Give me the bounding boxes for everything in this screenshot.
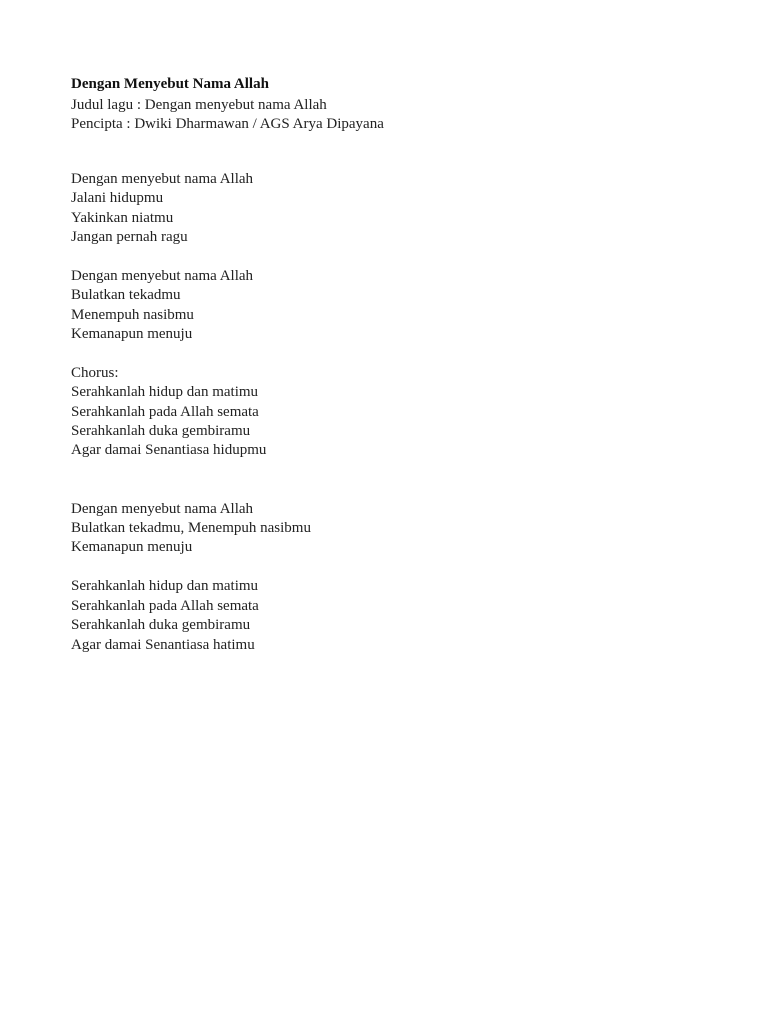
lyric-line: Agar damai Senantiasa hatimu — [71, 636, 255, 653]
chorus-label: Chorus: — [71, 364, 119, 381]
lyric-line: Serahkanlah hidup dan matimu — [71, 578, 259, 595]
lyric-line: Serahkanlah duka gembiramu — [71, 617, 251, 634]
stanza-4 — [71, 577, 711, 655]
lyric-line: Dengan menyebut nama Allah — [71, 267, 254, 284]
lyric-line: Menempuh nasibmu — [71, 306, 194, 323]
spacer — [71, 344, 711, 363]
lyric-line: Bulatkan tekadmu — [71, 287, 181, 304]
spacer — [71, 247, 711, 266]
song-metadata — [71, 96, 711, 135]
lyric-line: Dengan menyebut nama Allah — [71, 500, 254, 517]
lyric-line: Bulatkan tekadmu, Menempuh nasibmu — [71, 520, 311, 537]
lyric-line: Serahkanlah hidup dan matimu — [71, 384, 259, 401]
lyric-line: Jangan pernah ragu — [71, 229, 188, 246]
lyric-line: Dengan menyebut nama Allah — [71, 170, 254, 187]
lyric-line: Yakinkan niatmu — [71, 209, 174, 226]
spacer — [71, 135, 711, 170]
spacer — [71, 461, 711, 500]
lyric-line: Kemanapun menuju — [71, 326, 193, 343]
lyric-line: Kemanapun menuju — [71, 539, 193, 556]
song-title-line: Judul lagu : Dengan menyebut nama Allah — [71, 97, 327, 113]
chorus — [71, 364, 711, 461]
stanza-2 — [71, 267, 711, 345]
document-title: Dengan Menyebut Nama Allah — [71, 76, 269, 92]
spacer — [71, 558, 711, 577]
stanza-3 — [71, 500, 711, 558]
lyric-line: Serahkanlah pada Allah semata — [71, 403, 259, 420]
stanza-1 — [71, 170, 711, 248]
composer-line: Pencipta : Dwiki Dharmawan / AGS Arya Dipayana — [71, 116, 384, 133]
document-page — [71, 72, 711, 655]
lyric-line: Jalani hidupmu — [71, 190, 164, 207]
lyric-line: Serahkanlah pada Allah semata — [71, 597, 259, 614]
lyric-line: Agar damai Senantiasa hidupmu — [71, 442, 267, 459]
lyric-line: Serahkanlah duka gembiramu — [71, 423, 251, 440]
